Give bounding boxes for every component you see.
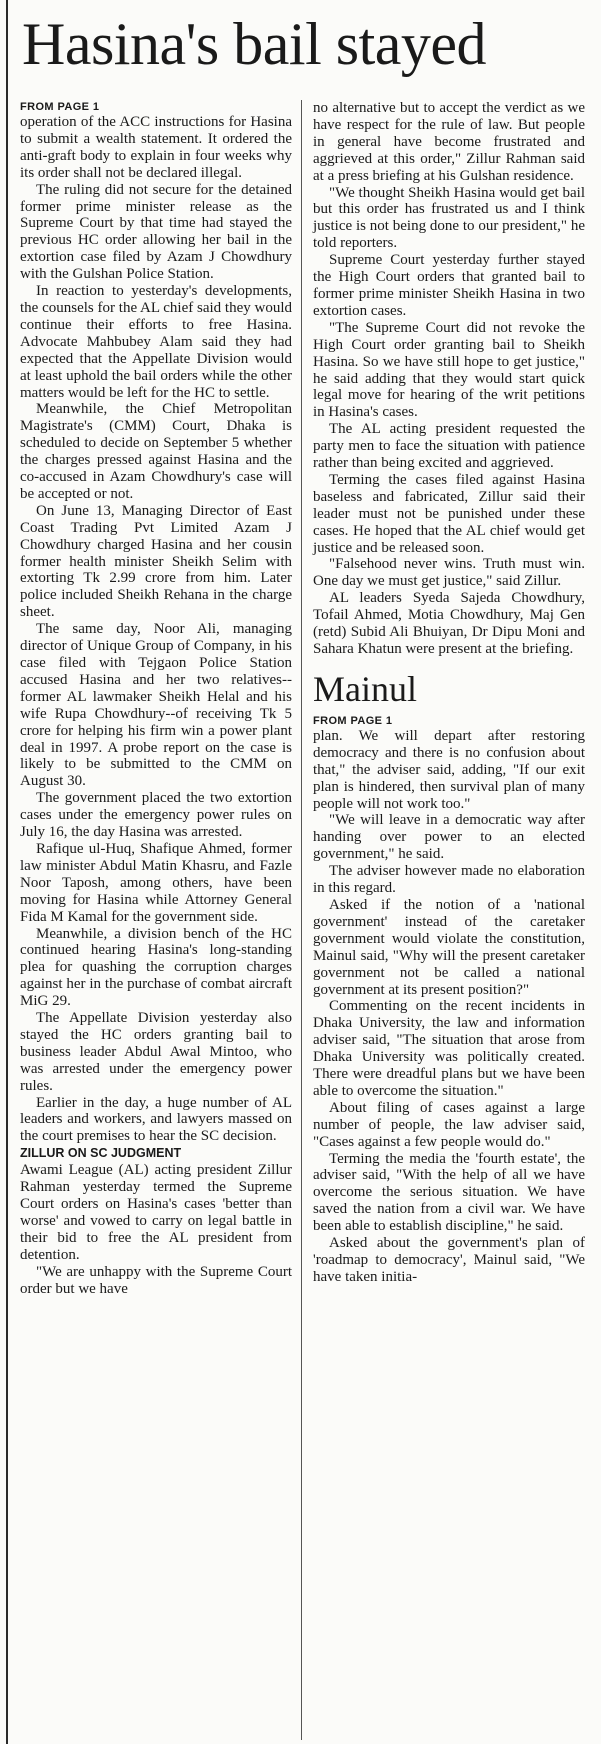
paragraph: The ruling did not secure for the detained former prime minister release as the Supreme Court by that time had stayed the previous HC order allowing her bail in the extortion case filed by Azam J Chowdhury with the Gulshan Police Station. xyxy=(20,181,292,283)
paragraph: "We thought Sheikh Hasina would get bail but this order has frustrated us and I think justice is not being done to our president," he told reporters. xyxy=(313,184,585,252)
subhead: ZILLUR ON SC JUDGMENT xyxy=(20,1146,182,1161)
paragraph: The AL acting president requested the party men to face the situation with patience rather than being excited and aggrieved. xyxy=(313,421,585,472)
paragraph: Meanwhile, a division bench of the HC continued hearing Hasina's long-standing plea for quashing the corruption charges against her in the purchase of combat aircraft MiG 29. xyxy=(20,925,292,1010)
paragraph: Terming the media the 'fourth estate', the adviser said, "With the help of all we have overcome the serious situation. We have saved the nation from a civil war. We have been able to establish discipline," he said. xyxy=(313,1150,585,1235)
paragraph: On June 13, Managing Director of East Coast Trading Pvt Limited Azam J Chowdhury charged Hasina and her cousin former health minister Sheikh Selim with extorting Tk 2.99 crore from him. Later police included Sheikh Rehana in the charge sheet. xyxy=(20,502,292,621)
column-left xyxy=(20,100,292,1297)
paragraph: Awami League (AL) acting president Zillur Rahman yesterday termed the Supreme Court orders on Hasina's cases 'better than worse' and vowed to carry on legal battle in their bid to free the AL president from detention. xyxy=(20,1162,292,1263)
paragraph: Asked about the government's plan of 'roadmap to democracy', Mainul said, "We have taken initia- xyxy=(313,1235,585,1285)
second-headline: Mainul xyxy=(313,668,417,709)
paragraph: Terming the cases filed against Hasina baseless and fabricated, Zillur said their leader must not be punished under these cases. He hoped that the AL chief would get justice and be released soon. xyxy=(313,471,585,556)
paragraph: operation of the ACC instructions for Hasina to submit a wealth statement. It ordered the anti-graft body to explain in four weeks why its order shall not be declared illegal. xyxy=(20,114,292,181)
paragraph: AL leaders Syeda Sajeda Chowdhury, Tofail Ahmed, Motia Chowdhury, Maj Gen (retd) Subid Ali Bhuiyan, Dr Dipu Moni and Sahara Khatun were present at the briefing. xyxy=(313,590,585,657)
paragraph: In reaction to yesterday's developments, the counsels for the AL chief said they would continue their efforts to free Hasina. Advocate Mahbubey Alam said they had expected that the Appellate Division would at least uphold the bail orders while the other matters would be left for the HC to settle. xyxy=(20,283,292,401)
paragraph: The same day, Noor Ali, managing director of Unique Group of Company, in his case filed with Tejgaon Police Station accused Hasina and her two relatives--former AL lawmaker Sheikh Helal and his wife Rupa Chowdhury--of receiving Tk 5 crore for helping his firm win a power plant deal in 1997. A probe report on the case is likely to be submitted to the CMM on August 30. xyxy=(20,621,292,790)
paragraph: Asked if the notion of a 'national government' instead of the caretaker government would violate the constitution, Mainul said, "Why will the present caretaker government not be called a national government at its present position?" xyxy=(313,896,585,998)
paragraph: The adviser however made no elaboration in this regard. xyxy=(313,863,585,897)
paragraph: "The Supreme Court did not revoke the High Court order granting bail to Sheikh Hasina. So we have still hope to get justice," he said adding that they would start quick legal move for hearing of the writ petitions in Hasina's cases. xyxy=(313,319,585,421)
column-right xyxy=(313,100,585,1286)
left-edge-rule xyxy=(6,0,8,1744)
paragraph: "We are unhappy with the Supreme Court order but we have xyxy=(20,1263,292,1297)
paragraph: "Falsehood never wins. Truth must win. One day we must get justice," said Zillur. xyxy=(313,556,585,590)
paragraph: The government placed the two extortion cases under the emergency power rules on July 16, the day Hasina was arrested. xyxy=(20,790,292,841)
paragraph: The Appellate Division yesterday also stayed the HC orders granting bail to business leader Abdul Awal Mintoo, who was arrested under the emergency power rules. xyxy=(20,1010,292,1094)
paragraph: Supreme Court yesterday further stayed the High Court orders that granted bail to former prime minister Sheikh Hasina in two extortion cases. xyxy=(313,252,585,319)
paragraph: Rafique ul-Huq, Shafique Ahmed, former law minister Abdul Matin Khasru, and Fazle Noor Taposh, among others, have been moving for Hasina while Attorney General Fida M Kamal for the government side. xyxy=(20,840,292,925)
kicker: FROM PAGE 1 xyxy=(313,714,393,727)
paragraph: Meanwhile, the Chief Metropolitan Magistrate's (CMM) Court, Dhaka is scheduled to decide on September 5 whether the charges pressed against Hasina and the co-accused in Azam Chowdhury's case will be accepted or not. xyxy=(20,401,292,502)
paragraph: "We will leave in a democratic way after handing over power to an elected government," he said. xyxy=(313,812,585,863)
kicker: FROM PAGE 1 xyxy=(20,101,100,113)
paragraph: Earlier in the day, a huge number of AL leaders and workers, and lawyers massed on the court premises to hear the SC decision. xyxy=(20,1094,292,1145)
paragraph: About filing of cases against a large number of people, the law adviser said, "Cases against a few people would do." xyxy=(313,1099,585,1150)
paragraph: Commenting on the recent incidents in Dhaka University, the law and information adviser said, "The situation that arose from Dhaka University was politically created. There were dreadful plans but we have been able to overcome the situation." xyxy=(313,998,585,1099)
paragraph: no alternative but to accept the verdict as we have respect for the rule of law. But people in general have become frustrated and aggrieved at this order," Zillur Rahman said at a press briefing at his Gulshan residence. xyxy=(313,100,585,184)
paragraph: plan. We will depart after restoring democracy and there is no confusion about that," the adviser said, adding, "If our exit plan is hindered, then survival plan of many people will not work too." xyxy=(313,727,585,812)
column-divider xyxy=(301,100,302,1740)
headline: Hasina's bail stayed xyxy=(22,11,487,77)
